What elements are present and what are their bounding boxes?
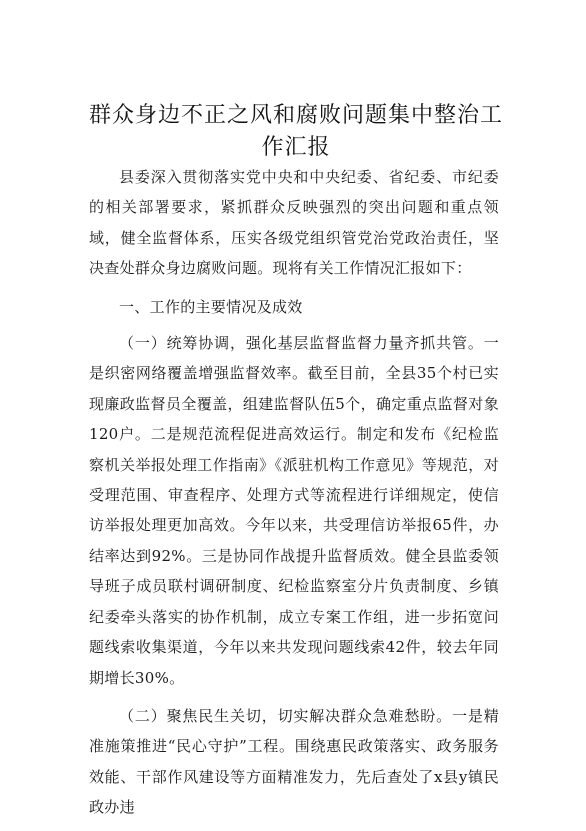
document-title: 群众身边不正之风和腐败问题集中整治工作汇报 bbox=[88, 103, 503, 160]
subsection-1-paragraph: （一）统筹协调，强化基层监督监督力量齐抓共管。一是织密网络覆盖增强监督效率。截至目前，全县35个村已实现廉政监督员全覆盖，组建监督队伍5个，确定重点监督对象120户。二是规范流程促进高效运行。制定和发布《纪检监察机关举报处理工作指南》《派驻机构工作意见》等规范，对受理范围、审查程序、处理方式等流程进行详细规定，使信访举报处理更加高效。今年以来，共受理信访举报65件，办结率达到92%。三是协同作战提升监督质效。健全县监委领导班子成员联村调研制度、纪检监察室分片负责制度、乡镇纪委牵头落实的协作机制，成立专案工作组，进一步拓宽问题线索收集渠道，今年以来共发现问题线索42件，较去年同期增长30%。 bbox=[89, 334, 499, 687]
intro-paragraph: 县委深入贯彻落实党中央和中央纪委、省纪委、市纪委的相关部署要求，紧抓群众反映强烈的突出问题和重点领域，健全监督体系，压实各级党组织管党治党政治责任，坚决查处群众身边腐败问题。现将有关工作情况汇报如下： bbox=[89, 168, 499, 278]
document-body bbox=[89, 162, 499, 831]
section-heading: 一、工作的主要情况及成效 bbox=[119, 297, 303, 316]
subsection-2-paragraph: （二）聚焦民生关切，切实解决群众急难愁盼。一是精准施策推进“民心守护”工程。围绕惠民政策落实、政务服务效能、干部作风建设等方面精准发力，先后查处了x县y镇民政办违 bbox=[89, 706, 499, 817]
